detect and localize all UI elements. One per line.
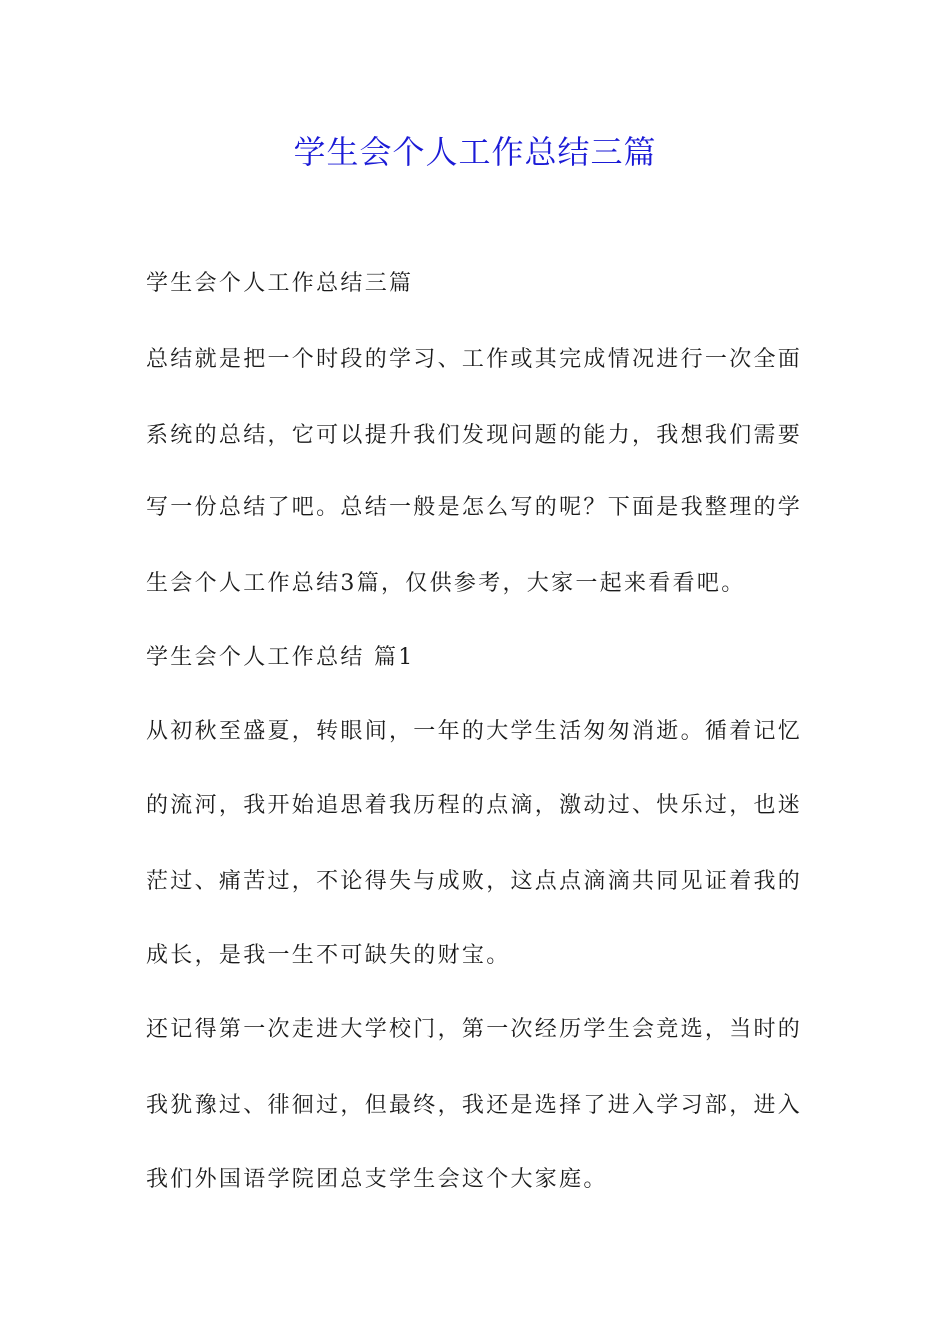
body-line: 我犹豫过、徘徊过，但最终，我还是选择了进入学习部，进入 — [146, 1093, 803, 1118]
body-line: 茫过、痛苦过，不论得失与成败，这点点滴滴共同见证着我的 — [146, 869, 803, 894]
section-heading: 学生会个人工作总结 篇1 — [146, 645, 415, 670]
body-line: 我们外国语学院团总支学生会这个大家庭。 — [146, 1167, 608, 1192]
body-line: 从初秋至盛夏，转眼间，一年的大学生活匆匆消逝。循着记忆 — [146, 719, 803, 744]
document-title: 学生会个人工作总结三篇 — [293, 133, 657, 171]
body-line: 成长，是我一生不可缺失的财宝。 — [146, 943, 511, 968]
body-line: 还记得第一次走进大学校门，第一次经历学生会竞选，当时的 — [146, 1017, 803, 1042]
body-line: 系统的总结，它可以提升我们发现问题的能力，我想我们需要 — [146, 423, 803, 448]
body-line: 写一份总结了吧。总结一般是怎么写的呢？下面是我整理的学 — [146, 495, 803, 520]
subtitle-line: 学生会个人工作总结三篇 — [146, 271, 414, 296]
body-line: 总结就是把一个时段的学习、工作或其完成情况进行一次全面 — [146, 347, 803, 372]
body-line: 生会个人工作总结3篇，仅供参考，大家一起来看看吧。 — [146, 571, 746, 596]
body-line: 的流河，我开始追思着我历程的点滴，激动过、快乐过，也迷 — [146, 793, 803, 818]
